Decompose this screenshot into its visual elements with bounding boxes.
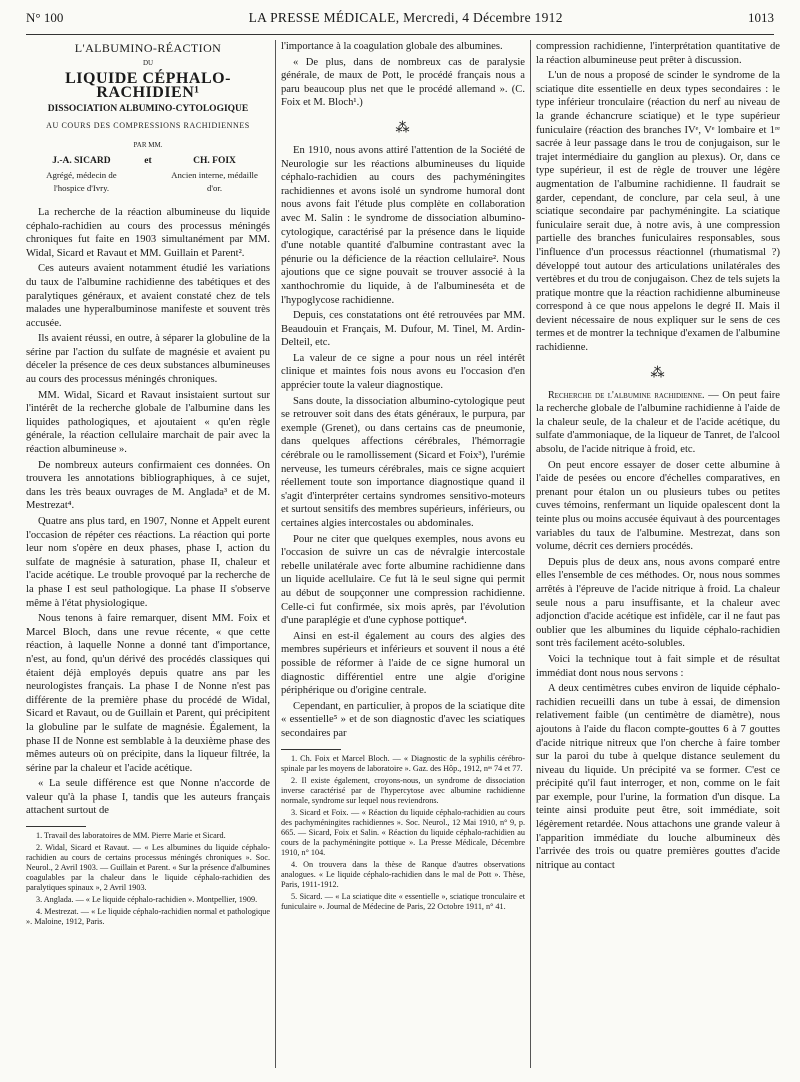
- footnote: 5. Sicard. — « La sciatique dite « essentielle », sciatique tronculaire et funiculaire ». Journal de Médecine de Paris, 22 Octobre 1911, n° 41.: [281, 891, 525, 911]
- paragraph: A deux centimètres cubes environ de liquide céphalo-rachidien recueilli dans un tube à essai, de dimension relativement faible (un centimètre de diamètre), nous ajoutons à l'aide du flacon compte-gouttes 6 à 7 gouttes d'acide nitrique nitreux que l'on cherche à faire tomber sur la paroi du tube à quelque distance seulement du niveau du liquide. Un précipité va se former. C'est ce précipité qu'il faut interroger, et non, comme on le fait par exemple, pour l'urine, la formation d'un disque. La teinte ainsi produite peut être, soit immédiate, soit légèrement retardée. Nous attachons une grande valeur à l'apparition immédiate du louche albumineux dès l'arrivée des trois ou quatre premières gouttes d'acide nitrique au contact: [536, 683, 780, 871]
- paragraph: Voici la technique tout à fait simple et de résultat immédiat dont nous nous servons :: [536, 653, 780, 679]
- footnote: 1. Ch. Foix et Marcel Bloch. — « Diagnostic de la syphilis cérébro-spinale par les moyens de laboratoire ». Gaz. des Hôp., 1912, nᵒˢ 74 et 77.: [281, 753, 525, 773]
- section-ornament: ⁂: [395, 120, 411, 136]
- footnote: 3. Sicard et Foix. — « Réaction du liquide céphalo-rachidien au cours des pachyméningites rachidiennes ». Soc. Neurol., 12 Mai 1910, n° 9, p. 665. — Sicard, Foix et Salin. « Réaction du liquide céphalo-rachidien au cours de la pachyméningite pottique ». La Presse Médicale, Décembre 1910, n° 104.: [281, 807, 525, 857]
- paragraph-text: — On peut faire la recherche globale de l'albumine rachidienne à l'aide de la chaleur seule, de la chaleur et de l'acide acétique, du sulfate d'ammoniaque, de la liqueur de Tanret, de l'alcool absolu, de l'acide nitrique à froid, etc.: [536, 389, 780, 456]
- column-rule: [275, 40, 276, 1068]
- author-conjunction: et: [144, 156, 152, 167]
- paragraph: Pour ne citer que quelques exemples, nous avons eu l'occasion de suivre un cas de névralgie intercostale rebelle unilatérale avec forte albumine rachidienne dans un liquide acellulaire. Ce fut là le seul signe qui permit au début de soupçonner une compression rachidienne. Celle-ci fut confirmée, six mois après, par l'évolution d'une paraplégie et d'une cyphose pottique⁴.: [281, 533, 525, 627]
- paragraph: [536, 389, 780, 457]
- paragraph: compression rachidienne, l'interprétation quantitative de la réaction albumineuse peut prêter à discussion.: [536, 41, 780, 66]
- paragraph: Sans doute, la dissociation albumino-cytologique peut se retrouver soit dans des états généraux, le purpura, par exemple (Grenet), ou dans certains cas de pneumonie, dans quelques affections cérébrales, l'hémorragie cérébrale ou le ramollissement (Sicard et Foix³), l'urémie nerveuse, les tumeurs cérébrales, mais ce signe acquiert réellement toute son importance diagnostique quand il s'agit d'interpréter certains syndromes sensitivo-moteurs et surtout sensitifs des membres supérieurs, inférieurs, ou certaines algies intercostales ou abdominales.: [281, 395, 525, 529]
- paragraph: La valeur de ce signe a pour nous un réel intérêt clinique et maintes fois nous avons eu l'occasion d'en apprécier toute la valeur diagnostique.: [281, 352, 525, 392]
- footnote: 1. Travail des laboratoires de MM. Pierre Marie et Sicard.: [36, 831, 226, 841]
- paragraph: « De plus, dans de nombreux cas de paralysie générale, de maux de Pott, le procédé français nous a paru beaucoup plus net que le procédé allemand ». (C. Foix et M. Bloch¹.): [281, 56, 525, 109]
- article-title-line2: LIQUIDE CÉPHALO-RACHIDIEN¹: [65, 70, 231, 101]
- footnote: 3. Anglada. — « Le liquide céphalo-rachidien ». Montpellier, 1909.: [36, 895, 258, 905]
- paragraph: En 1910, nous avons attiré l'attention de la Société de Neurologie sur les réactions albumineuses du liquide céphalo-rachidien au cours des pachyméningites rachidiennes et avons isolé un syndrome humoral dont nous avons fait l'étude plus complète en collaboration avec M. Salin : le syndrome de dissociation albumino-cytologique, caractérisé par la présence dans le liquide d'une notable quantité d'albumine contrastant avec la pénurie ou la déficience de la réaction cellulaire². Nous ajoutions que ce signe pouvait se trouver associé à la xanthochromie du liquide, à de l'albumineséta et de l'hypoglycose rachidienne.: [281, 144, 525, 306]
- section-title: Recherche de l'albumine rachidienne.: [548, 389, 705, 401]
- authors-block: [26, 155, 270, 196]
- paragraph: Ces auteurs avaient notamment étudié les variations du taux de l'albumine rachidienne des tabétiques et des paralytiques généraux, et avaient constaté chez de tels malades une hyperalbuminose manifeste et souvent très accusée.: [26, 263, 270, 329]
- paragraph: l'importance à la coagulation globale des albumines.: [281, 41, 503, 52]
- paragraph: On peut encore essayer de doser cette albumine à l'aide de pesées ou encore d'échelles comparatives, en prenant pour étalon un ou plusieurs tubes ou petites cuves témoins, renfermant un liquide opalescent dont la teinte plus ou moins accusée équivaut à des pourcentages variables du taux de l'albumine. Mestrezat, dans son volume, décrit ces derniers procédés.: [536, 459, 780, 553]
- footnote-rule: [281, 749, 341, 750]
- paragraph: Depuis, ces constatations ont été retrouvées par MM. Beaudouin et Français, M. Dufour, M. Tinel, M. Ardin-Delteil, etc.: [281, 310, 525, 349]
- paragraph: « La seule différence est que Nonne n'accorde de valeur qu'à la phase I, tandis que les auteurs français attachent surtout de: [26, 778, 270, 817]
- author-1-role: Agrégé, médecin de l'hospice d'Ivry.: [46, 169, 117, 194]
- paragraph: L'un de nous a proposé de scinder le syndrome de la sciatique dite essentielle en deux types secondaires : le type inférieur tronculaire (réaction du nerf au niveau de la grande échancrure sciatique) et le type supérieur funiculaire (réaction des branches IVᵉ, Vᵉ lombaire et 1ʳᵉ sacrée à leur passage dans le trou de conjugaison, sur le trajet intermédiaire du ganglion au plexus). Or, dans ce type supérieur, il est de règle de trouver une légère augmentation de l'albumine rachidienne. Il faudrait se garder, cependant, de conclure, par cela seul, à une sciatique secondaire par pachyméningite. La sciatique funiculaire serait due, à notre avis, à une compression partielle des branches funiculaires responsables, sous l'influence d'un processus réactionnel (rhumatismal ?) développé tout autour des articulations unilatérales des vertèbres et du trou de conjugaison. Chez de tels sujets la pratique montre que la réaction rachidienne albumineuse correspond à ce que nous appelons le degré II. Mais il devient nécessaire de nous expliquer sur le sens de ces termes et de montrer la technique d'examen de l'albumine rachidienne.: [536, 70, 780, 354]
- paragraph: Quatre ans plus tard, en 1907, Nonne et Appelt eurent l'occasion de répéter ces réactions. La réaction qui porte leur nom s'opère en deux phases, phase I, action du sulfate de magnésie à saturation, phase II, chaleur et l'acide acétique. Le trouble provoqué par la recherche de la phase I est seul pathologique. La phase II s'observe même à l'état physiologique.: [26, 516, 270, 609]
- issue-number: N° 100: [26, 10, 64, 25]
- paragraph: Ainsi en est-il également au cours des algies des membres supérieurs et inférieurs et souvent il nous a été possible de réformer à l'aide de ce signe humoral un diagnostic différentiel entre une algie d'origine périphérique ou d'origine centrale.: [281, 630, 525, 697]
- journal-title: LA PRESSE MÉDICALE, Mercredi, 4 Décembre 1912: [248, 10, 563, 25]
- paragraph: De nombreux auteurs confirmaient ces données. On trouvera les annotations bibliographiques, à ce sujet, dans les très beaux ouvrages de M. Anglada³ et de M. Mestrezat⁴.: [26, 459, 270, 512]
- footnote: 4. On trouvera dans la thèse de Ranque d'autres observations analogues. « Le liquide céphalo-rachidien dans le mal de Pott ». Thèse, Paris, 1911-1912.: [281, 859, 525, 889]
- footnote: 2. Widal, Sicard et Ravaut. — « Les albumines du liquide céphalo-rachidien au cours de certains processus méningés chroniques ». Soc. Neurol., 2 Avril 1903. — Guillain et Parent. « Sur la présence d'albumines coagulables par la chaleur dans le liquide céphalo-rachidien des paralytiques spinaux », 2 Avril 1903.: [26, 843, 270, 893]
- paragraph: Ils avaient réussi, en outre, à séparer la globuline de la sérine par l'action du sulfate de magnésie et avaient pu déceler la présence de ces deux substances albumineuses au cours des processus méningés chroniques.: [26, 333, 270, 386]
- section-ornament: ⁂: [650, 365, 666, 381]
- paragraph: Cependant, en particulier, à propos de la sciatique dite « essentielle⁵ » et de son diagnostic d'avec les sciatiques secondaires par: [281, 700, 525, 739]
- column-1: [26, 40, 270, 1068]
- footnote: 2. Il existe également, croyons-nous, un syndrome de dissociation inverse caractérisé par de l'hypercytose avec albumine rachidienne normale, syndrome sur lequel nous reviendrons.: [281, 775, 525, 805]
- article-subtitle: DISSOCIATION ALBUMINO-CYTOLOGIQUE: [47, 104, 249, 115]
- article-subtitle2: AU COURS DES COMPRESSIONS RACHIDIENNES: [46, 120, 250, 130]
- author-2-role: Ancien interne, médaille d'or.: [171, 169, 258, 194]
- article-title-du: DU: [142, 58, 154, 67]
- column-3: [536, 40, 780, 1068]
- column-rule: [530, 40, 531, 1068]
- article-title-line1: L'ALBUMINO-RÉACTION: [74, 41, 222, 55]
- footnote-rule: [26, 826, 86, 827]
- author-1-name: J.-A. SICARD: [52, 156, 111, 167]
- author-1: [33, 155, 129, 196]
- byline-par: PAR MM.: [133, 140, 163, 149]
- author-2-name: CH. FOIX: [193, 156, 236, 167]
- paragraph: La recherche de la réaction albumineuse du liquide céphalo-rachidien au cours des processus méningés chroniques fut faite en 1903 simultanément par MM. Widal, Sicard et Ravaut et MM. Guillain et Parent².: [26, 206, 270, 259]
- paragraph: Nous tenons à faire remarquer, disent MM. Foix et Marcel Bloch, dans une revue récente, « que cette réaction, à laquelle Nonne a donné tant d'importance, n'est, au fond, qu'un dérivé des procédés classiques qui étaient déjà employés depuis quatre ans par les neurologistes français. La phase I de Nonne n'est pas différente de la première phase du procédé de Widal, Sicard et Ravaut, ou de Guillain et Parent, qui précipitent la globuline par le sulfate de magnésie. Également, la phase II de Nonne est semblable à la deuxième phase des mêmes auteurs où on précipite, dans la liqueur filtrée, la sérine par la chaleur et l'acide acétique.: [26, 613, 270, 774]
- paragraph: Depuis plus de deux ans, nous avons comparé entre elles l'ensemble de ces méthodes. Or, nous nous sommes arrêtés à l'épreuve de l'acide nitrique à froid. La chaleur seule nous a paru insuffisante, et la chaleur avec adjonction d'acide acétique est infidèle, car il ne faut pas oublier que les albumines du liquide céphalo-rachidien sont très facilement acéto-solubles.: [536, 556, 780, 650]
- running-header: [26, 10, 774, 35]
- page-number: 1013: [747, 10, 774, 25]
- column-2: [281, 40, 525, 1068]
- paragraph: MM. Widal, Sicard et Ravaut insistaient surtout sur l'intérêt de la recherche globale de l'albumine dans les liquides pathologiques, et ajoutaient « qu'en règle générale, la réaction cellulaire marchait de pair avec la réaction albumineuse ».: [26, 389, 270, 456]
- footnote: 4. Mestrezat. — « Le liquide céphalo-rachidien normal et pathologique ». Maloine, 1912, Paris.: [26, 907, 270, 927]
- author-2: [167, 155, 263, 196]
